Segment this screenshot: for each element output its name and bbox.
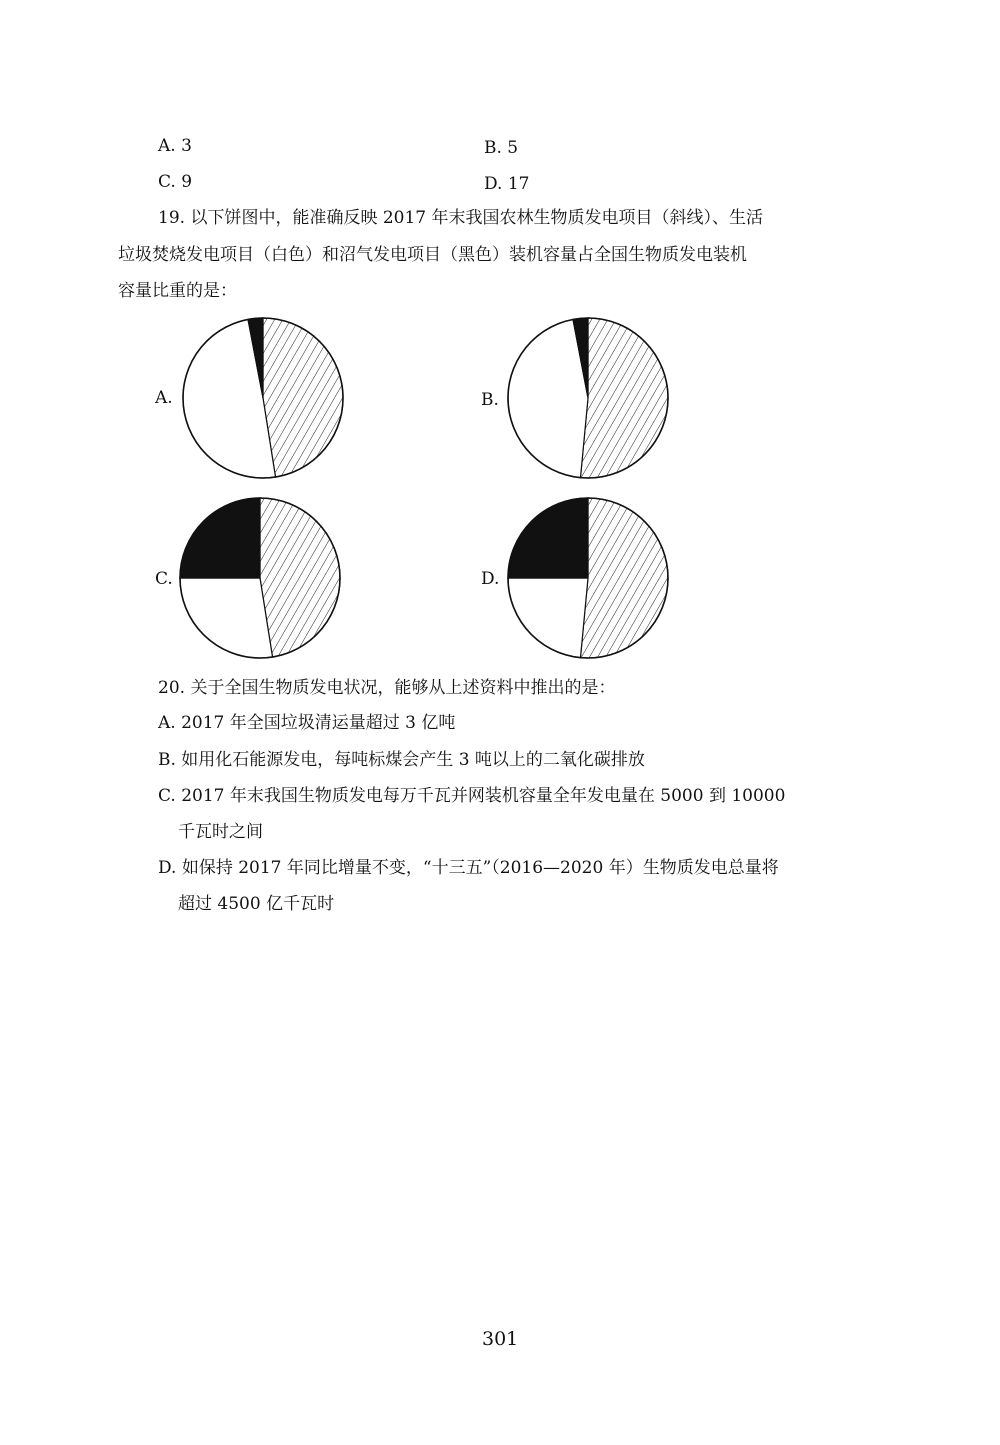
slice-white (180, 578, 273, 658)
q18-option-b: B. 5 (484, 138, 519, 158)
slice-hatched (263, 318, 343, 477)
q19-stem-line-2: 垃圾焚烧发电项目（白色）和沼气发电项目（黑色）装机容量占全国生物质发电装机 (118, 245, 747, 265)
slice-hatched (260, 498, 340, 657)
q18-option-c: C. 9 (158, 172, 193, 192)
pie-c-label: C. (155, 569, 173, 589)
q18-option-a: A. 3 (158, 136, 192, 156)
pie-chart-d (505, 495, 671, 661)
q19-stem-line-1: 19. 以下饼图中，能准确反映 2017 年末我国农林生物质发电项目（斜线）、生活 (158, 208, 764, 228)
slice-black (180, 498, 260, 578)
q20-stem: 20. 关于全国生物质发电状况，能够从上述资料中推出的是： (158, 678, 616, 698)
pie-b-label: B. (481, 390, 499, 410)
slice-black (508, 498, 588, 578)
q20-option-c-line-1: C. 2017 年末我国生物质发电每万千瓦并网装机容量全年发电量在 5000 到 10000 (158, 786, 786, 806)
pie-d-label: D. (481, 569, 500, 589)
slice-white (508, 319, 588, 477)
q18-option-d: D. 17 (484, 174, 530, 194)
q20-option-c-line-2: 千瓦时之间 (178, 822, 263, 842)
q20-option-b: B. 如用化石能源发电，每吨标煤会产生 3 吨以上的二氧化碳排放 (158, 750, 645, 770)
slice-hatched (580, 318, 668, 478)
pie-chart-b (505, 315, 671, 481)
pie-a-label: A. (155, 388, 173, 408)
pie-chart-a (180, 315, 346, 481)
q19-stem-line-3: 容量比重的是： (118, 281, 237, 301)
page-number: 301 (482, 1328, 519, 1350)
pie-chart-c (177, 495, 343, 661)
slice-white (508, 578, 588, 658)
q20-option-d-line-2: 超过 4500 亿千瓦时 (178, 894, 335, 914)
q20-option-d-line-1: D. 如保持 2017 年同比增量不变，“十三五”（2016—2020 年）生物质发电总量将 (158, 858, 779, 878)
slice-hatched (580, 498, 668, 658)
q20-option-a: A. 2017 年全国垃圾清运量超过 3 亿吨 (158, 713, 456, 733)
